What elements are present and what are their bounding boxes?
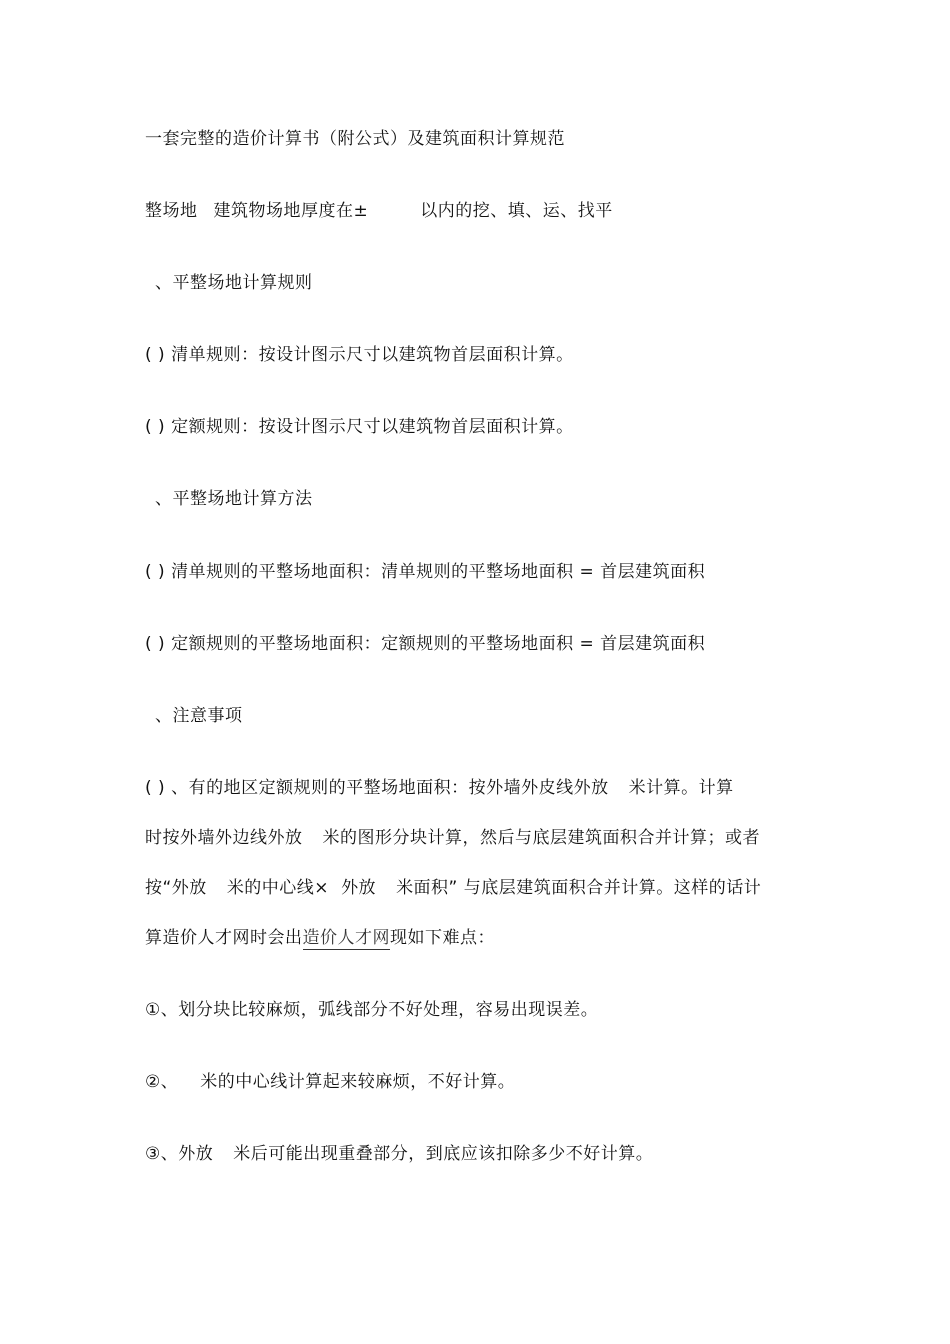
rule-quota: ( ) 定额规则：按设计图示尺寸以建筑物首层面积计算。	[145, 417, 574, 437]
note-paragraph-line-3	[145, 876, 761, 900]
section-heading-methods: 、平整场地计算方法	[155, 489, 313, 509]
difficulty-marker: ②、	[145, 1072, 179, 1092]
note-text: 米的图形分块计算，然后与底层建筑面积合并计算；或者	[322, 828, 760, 848]
note-text: 外放	[341, 878, 377, 898]
difficulty-text: 米的中心线计算起来较麻烦，不好计算。	[200, 1072, 516, 1092]
note-text: 时按外墙外边线外放	[145, 828, 303, 848]
note-text: 米的中心线×	[226, 878, 330, 898]
difficulty-3	[145, 1142, 653, 1166]
difficulty-1: ①、划分块比较麻烦，弧线部分不好处理，容易出现误差。	[145, 1000, 599, 1020]
definition-line	[145, 199, 613, 223]
note-paragraph-line-4	[145, 926, 495, 950]
method-bill: ( ) 清单规则的平整场地面积：清单规则的平整场地面积 = 首层建筑面积	[145, 562, 706, 582]
section-heading-notes: 、注意事项	[155, 706, 243, 726]
note-text: 现如下难点：	[390, 928, 495, 948]
note-text: ( ) 、有的地区定额规则的平整场地面积：按外墙外皮线外放	[145, 778, 609, 798]
definition-text-2: 以内的挖、填、运、找平	[420, 201, 613, 221]
difficulty-2	[145, 1070, 515, 1094]
note-text: 米面积” 与底层建筑面积合并计算。这样的话计	[396, 878, 762, 898]
rule-bill: ( ) 清单规则：按设计图示尺寸以建筑物首层面积计算。	[145, 345, 574, 365]
section-heading-rules: 、平整场地计算规则	[155, 273, 313, 293]
difficulty-text: 米后可能出现重叠部分，到底应该扣除多少不好计算。	[233, 1144, 654, 1164]
document-title: 一套完整的造价计算书（附公式）及建筑面积计算规范	[145, 129, 565, 149]
note-text: 米计算。计算	[628, 778, 734, 798]
note-paragraph-line-1	[145, 776, 734, 800]
note-text: 算造价人才网时会出	[145, 928, 303, 948]
site-link[interactable]: 造价人才网	[302, 928, 390, 948]
definition-term: 整场地	[145, 201, 198, 221]
definition-text-1: 建筑物场地厚度在±	[213, 201, 369, 221]
difficulty-text: ③、外放	[145, 1144, 214, 1164]
note-paragraph-line-2	[145, 826, 760, 850]
method-quota: ( ) 定额规则的平整场地面积：定额规则的平整场地面积 = 首层建筑面积	[145, 634, 706, 654]
note-text: 按“外放	[145, 878, 207, 898]
